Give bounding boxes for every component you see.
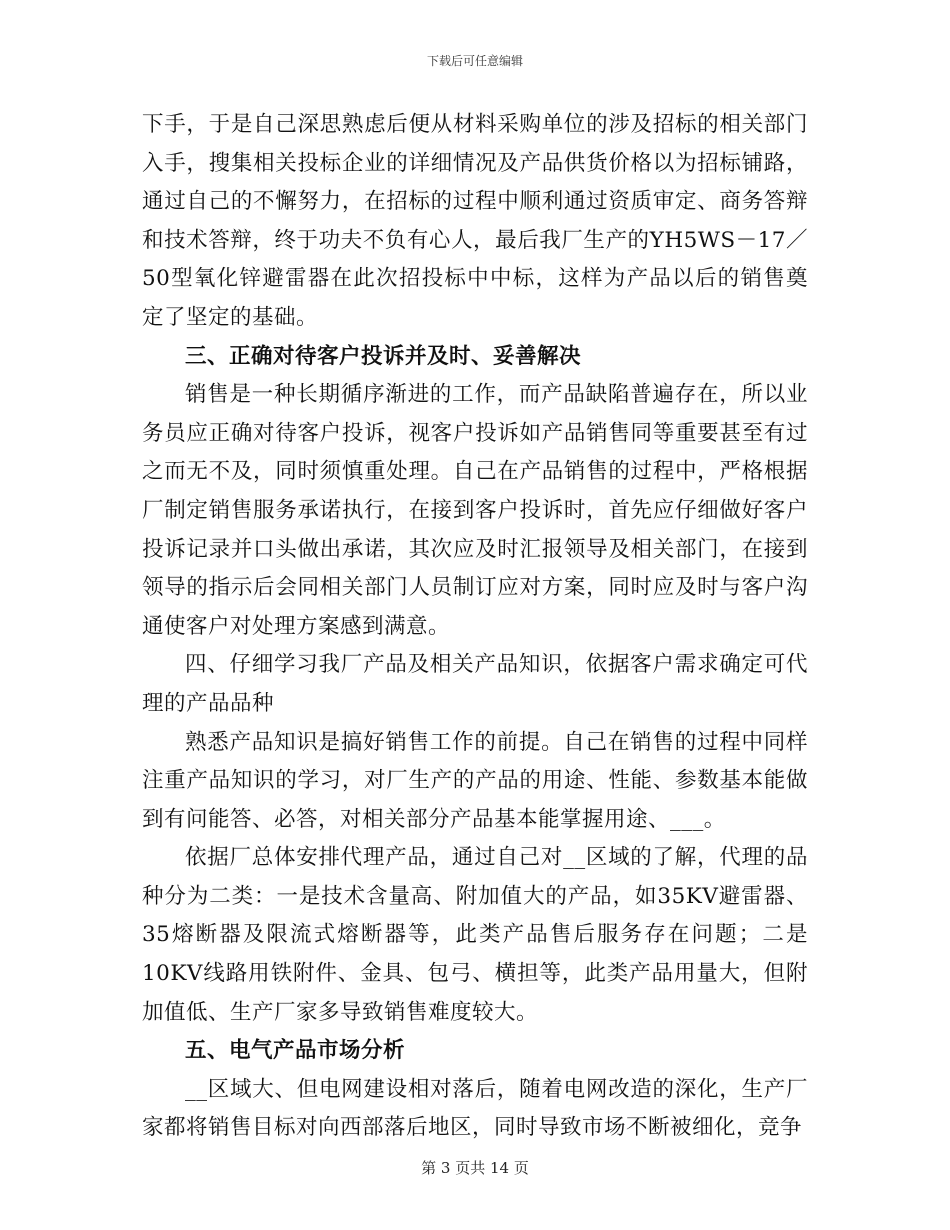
paragraph-complaints: 销售是一种长期循序渐进的工作，而产品缺陷普遍存在，所以业务员应正确对待客户投诉，视客户投诉如产品销售同等重要甚至有过之而无不及，同时须慎重处理。自己在产品销售的过程中，严格根据厂制定销售服务承诺执行，在接到客户投诉时，首先应仔细做好客户投诉记录并口头做出承诺，其次应及时汇报领导及相关部门，在接到领导的指示后会同相关部门人员制订应对方案，同时应及时与客户沟通使客户对处理方案感到满意。	[142, 382, 808, 639]
paragraph-continuation: 下手，于是自己深思熟虑后便从材料采购单位的涉及招标的相关部门入手，搜集相关投标企业的详细情况及产品供货价格以为招标铺路，通过自己的不懈努力，在招标的过程中顺利通过资质审定、商务答辩和技术答辩，终于功夫不负有心人，最后我厂生产的YH5WS－17／50型氧化锌避雷器在此次招投标中中标，这样为产品以后的销售奠定了坚定的基础。	[142, 112, 808, 330]
paragraph-product-knowledge: 熟悉产品知识是搞好销售工作的前提。自己在销售的过程中同样注重产品知识的学习，对厂生产的产品的用途、性能、参数基本能做到有问能答、必答，对相关部分产品基本能掌握用途、___。	[142, 729, 808, 832]
document-body	[142, 106, 808, 1148]
page-header: 下载后可任意编辑	[426, 54, 523, 68]
section-heading-5: 五、电气产品市场分析	[185, 1038, 406, 1064]
section-heading-4: 四、仔细学习我厂产品及相关产品知识，依据客户需求确定可代理的产品品种	[142, 652, 808, 716]
page-footer: 第 3 页共 14 页	[421, 1159, 529, 1177]
paragraph-market-analysis: __区域大、但电网建设相对落后，随着电网改造的深化，生产厂家都将销售目标对向西部落后地区，同时导致市场不断被细化，竞争	[142, 1076, 808, 1141]
paragraph-agency-products: 依据厂总体安排代理产品，通过自己对__区域的了解，代理的品种分为二类：一是技术含量高、附加值大的产品，如35KV避雷器、35熔断器及限流式熔断器等，此类产品售后服务存在问题；二是10KV线路用铁附件、金具、包弓、横担等，此类产品用量大，但附加值低、生产厂家多导致销售难度较大。	[142, 845, 808, 1025]
section-heading-3: 三、正确对待客户投诉并及时、妥善解决	[185, 343, 582, 369]
